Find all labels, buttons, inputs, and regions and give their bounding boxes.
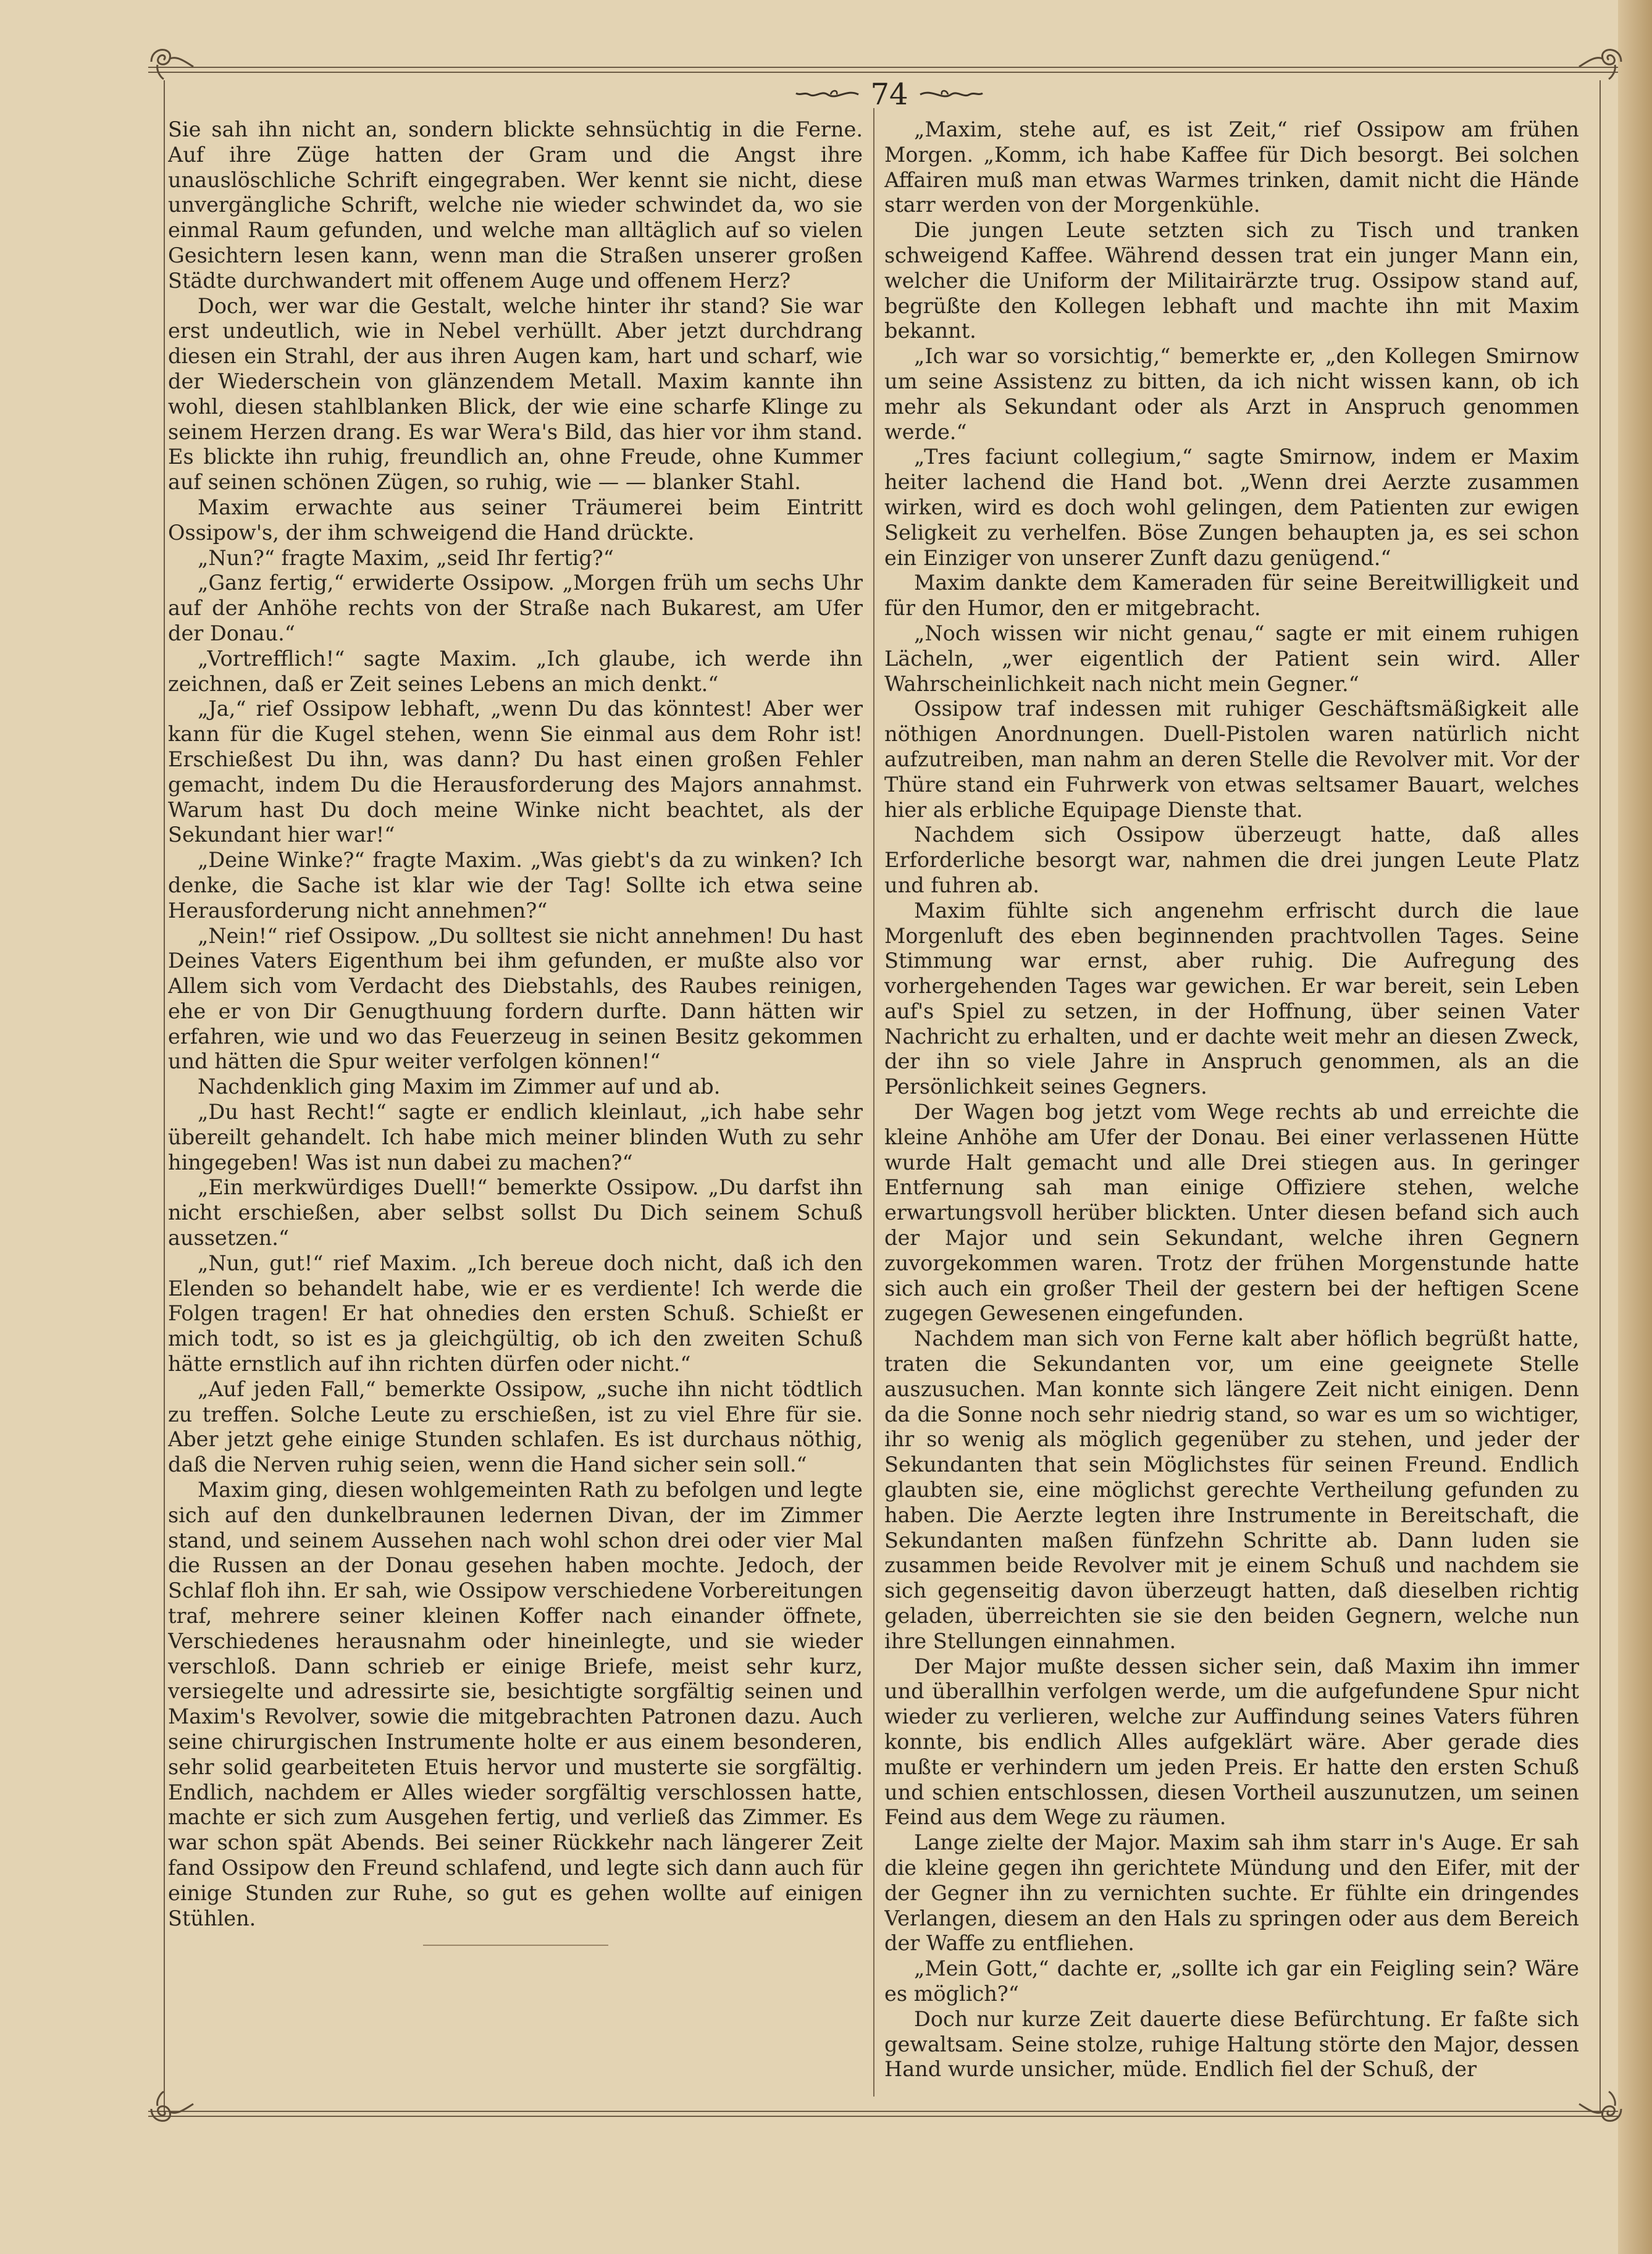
paragraph: „Ein merkwürdiges Duell!“ bemerkte Ossipow. „Du darfst ihn nicht erschießen, aber selbst sollst Du Dich seinem Schuß aussetzen.“ [168, 1175, 863, 1251]
corner-ornament-top-right-icon [1578, 37, 1633, 80]
paragraph: Maxim erwachte aus seiner Träumerei beim Eintritt Ossipow's, der ihm schweigend die Hand drückte. [168, 495, 863, 545]
paragraph: „Ganz fertig,“ erwiderte Ossipow. „Morgen früh um sechs Uhr auf der Anhöhe rechts von der Straße nach Bukarest, am Ufer der Donau.“ [168, 571, 863, 645]
paragraph: Nachdenklich ging Maxim im Zimmer auf und ab. [198, 1075, 721, 1099]
paragraph: Doch, wer war die Gestalt, welche hinter ihr stand? Sie war erst undeutlich, wie in Nebel verhüllt. Aber jetzt durchdrang diesen ein Strahl, der aus ihren Augen kam, hart und scharf, wie der Wiederschein von glänzendem Metall. Maxim kannte ihn wohl, diesen stahlblanken Blick, der wie eine scharfe Klinge zu seinem Herzen drang. Es war Wera's Bild, das hier vor ihm stand. Es blickte ihn ruhig, freundlich an, ohne Freude, ohne Kummer auf seinen schönen Zügen, so ruhig, wie — — blanker Stahl. [168, 293, 863, 495]
paragraph: „Nein!“ rief Ossipow. „Du solltest sie nicht annehmen! Du hast Deines Vaters Eigenthum bei ihm gefunden, er mußte also vor Allem sich vom Verdacht des Diebstahls, des Raubes reinigen, ehe er von Dir Genugthuung fordern durfte. Dann hätten wir erfahren, wie und wo das Feuerzeug in seinen Besitz gekommen und hätten die Spur weiter verfolgen können!“ [168, 923, 863, 1074]
paragraph: „Vortrefflich!“ sagte Maxim. „Ich glaube, ich werde ihn zeichnen, daß er Zeit seines Lebens an mich denkt.“ [168, 646, 863, 696]
paragraph: Die jungen Leute setzten sich zu Tisch und tranken schweigend Kaffee. Während dessen trat ein junger Mann ein, welcher die Uniform der Militairärzte trug. Ossipow stand auf, begrüßte den Kollegen lebhaft und machte ihn mit Maxim bekannt. [884, 218, 1579, 343]
corner-ornament-top-left-icon [139, 37, 195, 80]
paragraph: Maxim dankte dem Kameraden für seine Bereitwilligkeit und für den Humor, den er mitgebracht. [884, 571, 1579, 621]
paragraph: „Maxim, stehe auf, es ist Zeit,“ rief Ossipow am frühen Morgen. „Komm, ich habe Kaffee für Dich besorgt. Bei solchen Affairen muß man etwas Warmes trinken, damit nicht die Hände starr werden von der Morgenkühle. [884, 117, 1579, 217]
paragraph: Maxim ging, diesen wohlgemeinten Rath zu befolgen und legte sich auf den dunkelbraunen ledernen Divan, der im Zimmer stand, und seinem Aussehen nach wohl schon drei oder vier Mal die Russen an der Donau gesehen haben mochte. Jedoch, der Schlaf floh ihn. Er sah, wie Ossipow verschiedene Vorbereitungen traf, mehrere seiner kleinen Koffer nach einander öffnete, Verschiedenes herausnahm oder hineinlegte, und sie wieder verschloß. Dann schrieb er einige Briefe, meist sehr kurz, versiegelte und adressirte sie, besichtigte sorgfältig seinen und Maxim's Revolver, sowie die mitgebrachten Patronen dazu. Auch seine chirurgischen Instrumente holte er aus einem besonderen, sehr solid gearbeiteten Etuis hervor und musterte sie sorgfältig. Endlich, nachdem er Alles wieder sorgfältig verschlossen hatte, machte er sich zum Ausgehen fertig, und verließ das Zimmer. Es war schon spät Abends. Bei seiner Rückkehr nach längerer Zeit fand Ossipow den Freund schlafend, und legte sich dann auch für einige Stunden zur Ruhe, so gut es gehen wollte auf einigen Stühlen. [168, 1478, 863, 1930]
paragraph: Nachdem man sich von Ferne kalt aber höflich begrüßt hatte, traten die Sekundanten vor, um eine geeignete Stelle auszusuchen. Man konnte sich längere Zeit nicht einigen. Denn da die Sonne noch sehr niedrig stand, so war es um so wichtiger, ihr so wenig als möglich gegenüber zu stehen, und jeder der Sekundanten that sein Möglichstes für seinen Freund. Endlich glaubten sie, eine möglichst gerechte Vertheilung gefunden zu haben. Die Aerzte legten ihre Instrumente in Bereitschaft, die Sekundanten maßen fünfzehn Schritte ab. Dann luden sie zusammen beide Revolver mit je einem Schuß und nachdem sie sich gegenseitig davon überzeugt hatten, daß dieselben richtig geladen, überreichten sie sie den beiden Gegnern, welche nun ihre Stellungen einnahmen. [884, 1326, 1579, 1653]
paragraph: „Deine Winke?“ fragte Maxim. „Was giebt's da zu winken? Ich denke, die Sache ist klar wie der Tag! Sollte ich etwa seine Herausforderung nicht annehmen?“ [168, 848, 863, 923]
page-header [766, 73, 1013, 116]
paragraph: „Noch wissen wir nicht genau,“ sagte er mit einem ruhigen Lächeln, „wer eigentlich der Patient sein wird. Aller Wahrscheinlichkeit nach nicht mein Gegner.“ [884, 621, 1579, 696]
column-divider [873, 108, 874, 2097]
paragraph: „Ja,“ rief Ossipow lebhaft, „wenn Du das könntest! Aber wer kann für die Kugel stehen, wenn Sie einmal aus dem Rohr ist! Erschießest Du ihn, was dann? Du hast einen großen Fehler gemacht, indem Du die Herausforderung des Majors annahmst. Warum hast Du doch meine Winke nicht beachtet, als der Sekundant hier war!“ [168, 697, 863, 847]
right-column [884, 117, 1579, 2081]
paragraph: Nachdem sich Ossipow überzeugt hatte, daß alles Erforderliche besorgt war, nahmen die drei jungen Leute Platz und fuhren ab. [884, 823, 1579, 897]
paragraph: „Mein Gott,“ dachte er, „sollte ich gar ein Feigling sein? Wäre es möglich?“ [884, 1956, 1579, 2006]
page-number: 74 [870, 77, 908, 112]
flourish-right-icon [917, 83, 985, 106]
paragraph: „Auf jeden Fall,“ bemerkte Ossipow, „suche ihn nicht tödtlich zu treffen. Solche Leute zu erschießen, ist zu viel Ehre für sie. Aber jetzt gehe einige Stunden schlafen. Es ist durchaus nöthig, daß die Nerven ruhig seien, wenn die Hand sicher sein soll.“ [168, 1376, 863, 1477]
paragraph: „Tres faciunt collegium,“ sagte Smirnow, indem er Maxim heiter lachend die Hand bot. „Wenn drei Aerzte zusammen wirken, wird es doch wohl gelingen, dem Patienten zur ewigen Seligkeit zu verhelfen. Böse Zungen behaupten ja, es sei schon ein Einziger von unserer Zunft dazu genügend.“ [884, 445, 1579, 570]
corner-ornament-bottom-right-icon [1578, 2090, 1633, 2134]
section-end-rule [423, 1945, 608, 1946]
left-column [168, 117, 863, 2081]
paragraph: Doch nur kurze Zeit dauerte diese Befürchtung. Er faßte sich gewaltsam. Seine stolze, ruhige Haltung störte den Major, dessen Hand wurde unsicher, müde. Endlich fiel der Schuß, der [884, 2006, 1579, 2081]
paragraph: Der Wagen bog jetzt vom Wege rechts ab und erreichte die kleine Anhöhe am Ufer der Donau. Bei einer verlassenen Hütte wurde Halt gemacht und alle Drei stiegen aus. In geringer Entfernung sah man einige Offiziere stehen, welche erwartungsvoll herüber blickten. Unter diesen befand sich auch der Major und sein Sekundant, welche ihren Gegnern zuvorgekommen waren. Trotz der frühen Morgenstunde hatte sich auch ein großer Theil der gestern bei der heftigen Scene zugegen Gewesenen eingefunden. [884, 1100, 1579, 1326]
bottom-border-rule [148, 2111, 1618, 2117]
flourish-left-icon [794, 83, 862, 106]
left-border-rule [164, 80, 165, 2112]
paragraph: Lange zielte der Major. Maxim sah ihm starr in's Auge. Er sah die kleine gegen ihn gerichtete Mündung und den Eifer, mit der der Gegner ihn zu vernichten suchte. Er fühlte ein dringendes Verlangen, diesem an den Hals zu springen oder aus dem Bereich der Waffe zu entfliehen. [884, 1830, 1579, 1956]
corner-ornament-bottom-left-icon [139, 2090, 195, 2134]
paragraph: Maxim fühlte sich angenehm erfrischt durch die laue Morgenluft des eben beginnenden prachtvollen Tages. Seine Stimmung war ernst, aber ruhig. Die Aufregung des vorhergehenden Tages war gewichen. Er war bereit, sein Leben auf's Spiel zu setzen, in der Hoffnung, über seinen Vater Nachricht zu erhalten, und er dachte weit mehr an diesen Zweck, der ihn so viele Jahre in Anspruch genommen, als an die Persönlichkeit seines Gegners. [884, 898, 1579, 1099]
right-border-rule [1600, 80, 1601, 2112]
paragraph: Der Major mußte dessen sicher sein, daß Maxim ihn immer und überallhin verfolgen werde, um die aufgefundene Spur nicht wieder zu verlieren, welche zur Auffindung seines Vaters führen konnte, bis endlich Alles aufgeklärt wäre. Aber gerade dies mußte er verhindern um jeden Preis. Er hatte den ersten Schuß und schien entschlossen, diesen Vortheil auszunutzen, um seinen Feind aus dem Wege zu räumen. [884, 1654, 1579, 1830]
paragraph: Sie sah ihn nicht an, sondern blickte sehnsüchtig in die Ferne. Auf ihre Züge hatten der Gram und die Angst ihre unauslöschliche Schrift eingegraben. Wer kennt sie nicht, diese unvergängliche Schrift, welche nie wieder schwindet da, wo sie einmal Raum gefunden, und welche man alltäglich auf so vielen Gesichtern lesen kann, wenn man die Straßen unserer großen Städte durchwandert mit offenem Auge und offenem Herz? [168, 117, 863, 293]
paragraph: „Du hast Recht!“ sagte er endlich kleinlaut, „ich habe sehr übereilt gehandelt. Ich habe mich meiner blinden Wuth zu sehr hingegeben! Was ist nun dabei zu machen?“ [168, 1100, 863, 1175]
page-edge [1618, 0, 1652, 2254]
paragraph: „Nun?“ fragte Maxim, „seid Ihr fertig?“ [198, 545, 614, 570]
paragraph: „Ich war so vorsichtig,“ bemerkte er, „den Kollegen Smirnow um seine Assistenz zu bitten, da ich nicht wissen kann, ob ich mehr als Sekundant oder als Arzt in Anspruch genommen werde.“ [884, 344, 1579, 444]
top-border-rule [148, 67, 1618, 73]
paragraph: „Nun, gut!“ rief Maxim. „Ich bereue doch nicht, daß ich den Elenden so behandelt habe, wie er es verdiente! Ich werde die Folgen tragen! Er hat ohnedies den ersten Schuß. Schießt er mich todt, so ist es ja gleichgültig, ob ich den zweiten Schuß hätte ernstlich auf ihn richten dürfen oder nicht.“ [168, 1251, 863, 1376]
paragraph: Ossipow traf indessen mit ruhiger Geschäftsmäßigkeit alle nöthigen Anordnungen. Duell-Pistolen waren natürlich nicht aufzutreiben, man nahm an deren Stelle die Revolver mit. Vor der Thüre stand ein Fuhrwerk von etwas seltsamer Bauart, welches hier als erbliche Equipage Dienste that. [884, 697, 1579, 822]
